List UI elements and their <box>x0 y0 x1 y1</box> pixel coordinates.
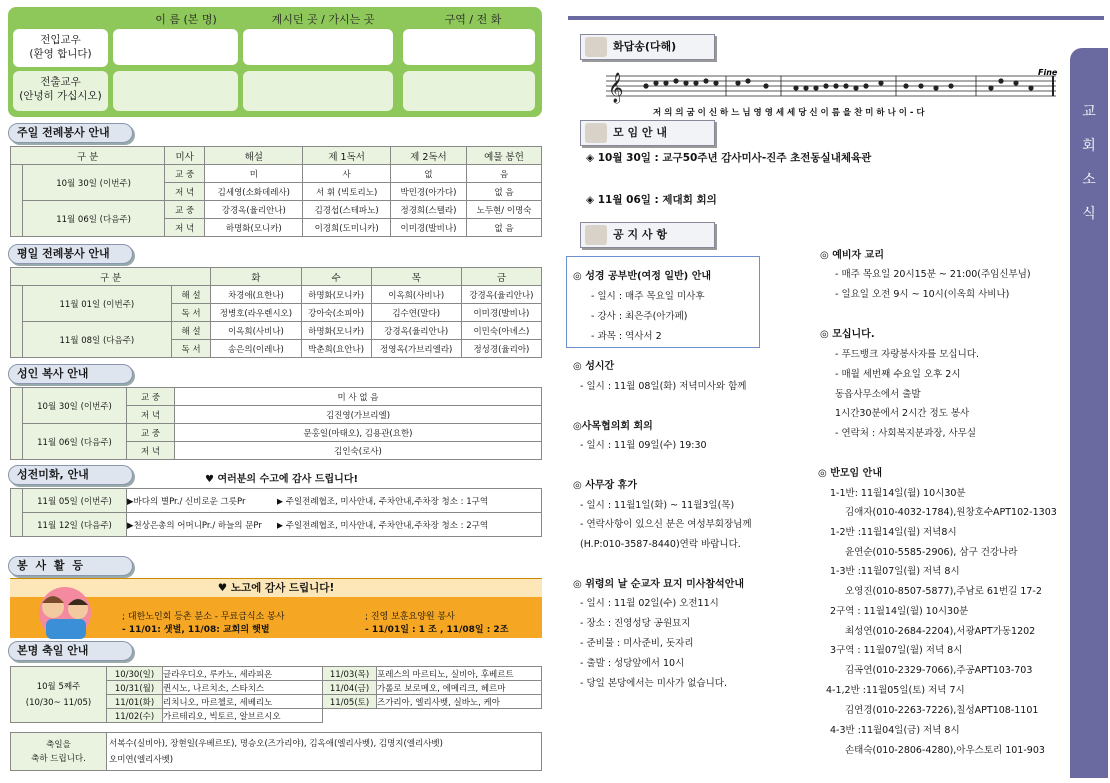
mass-cell: 저 녁 <box>165 219 205 237</box>
role-cell: 독 서 <box>171 304 211 322</box>
cell: 강경옥(율리안나) <box>371 322 461 340</box>
cell: 이미경(발비나) <box>461 304 541 322</box>
cell: 사 <box>303 165 390 183</box>
mass-cell: 저 녁 <box>127 406 175 424</box>
transfer-in-area-field <box>403 29 535 65</box>
adult-server-table <box>10 387 542 460</box>
cell: 강아숙(소피아) <box>301 304 371 322</box>
transfer-out-title: 전출교우 <box>40 76 81 88</box>
date-cell: 10월 30일 (이번주) <box>23 388 127 424</box>
cell: ▶바다의 별Pr./ 신비로운 그릇Pr <box>127 489 277 513</box>
names-line1: 서복수(실비아), 장현일(우베르또), 명승오(즈가리야), 김옥애(엘리사벳), 김명지(엘리사벳) <box>109 738 443 749</box>
cell: 서 휘 (빅토리노) <box>303 183 390 201</box>
meeting-title <box>580 120 715 146</box>
transfer-in-sub: (환영 합니다) <box>29 48 92 60</box>
day: 10/31(월) <box>107 681 163 695</box>
holyhour-title: ◎ 성시간 <box>573 361 615 372</box>
day: 11/04(금) <box>323 681 377 695</box>
col-area-header: 구역 / 전 화 <box>444 13 502 26</box>
transfer-out-sub: (안녕히 가십시오) <box>19 90 102 102</box>
council-title: ◎사목협의회 회의 <box>573 421 653 432</box>
pope-icon <box>585 123 607 143</box>
hymn-title <box>580 34 715 60</box>
recruit-line: - 푸드뱅크 자랑봉사자를 모십니다. <box>835 349 979 360</box>
office-line: - 일시 : 11월1일(화) ~ 11월3일(목) <box>580 500 735 511</box>
martyr-line: - 준비물 : 미사준비, 돗자리 <box>580 638 694 649</box>
teacher-transfer-box <box>8 7 542 117</box>
hymn-title-text: 화답송(다해) <box>613 40 677 53</box>
cell: 정성경(율리아) <box>461 340 541 358</box>
date-cell: 10월 30일 (이번주) <box>23 165 165 201</box>
meeting-item-1: ◈ 10월 30일 : 교구50주년 감사미사-진주 초전동실내체육관 <box>586 152 872 164</box>
transfer-in-label <box>13 29 108 67</box>
cell: 미 사 없 음 <box>175 388 542 406</box>
service-left-2: - 11/01: 샛별, 11/08: 교회의 햇볕 <box>122 625 270 635</box>
transfer-out-label <box>13 71 108 111</box>
pope-icon <box>585 37 607 57</box>
date-cell: 11월 12일 (다음주) <box>23 513 127 537</box>
council-line: - 일시 : 11월 09일(수) 19:30 <box>580 440 707 451</box>
spacer <box>11 388 23 460</box>
band-head: 3구역 : 11월07일(월) 저녁 8시 <box>830 645 963 656</box>
band-head: 4-3반 :11월04일(금) 저녁 8시 <box>830 725 960 736</box>
saints: 즈가리아, 엘리사벳, 실바노, 케아 <box>377 695 542 709</box>
hdr: 제 2독서 <box>390 147 466 165</box>
cell: 하명화(모니카) <box>205 219 303 237</box>
cell: ▶ 주일전례협조, 미사안내, 주차안내,주차장 청소 : 2구역 <box>277 513 542 537</box>
saints: 가르테리오, 빅토르, 알브르시오 <box>163 709 323 723</box>
band-detail: 윤연순(010-5585-2906), 삼구 건강나라 <box>845 547 1018 558</box>
feast-congrats-table <box>10 732 542 771</box>
empty <box>323 709 377 723</box>
transfer-out-area-field <box>403 71 535 111</box>
cell: 송은의(이레나) <box>211 340 301 358</box>
hymn-lyrics: 저 의 의 굼 이 신 하 느 님 영 영 세 세 당 신 이 름 을 찬 미 하 나 이 - 다 <box>653 108 925 118</box>
spacer <box>11 165 23 237</box>
cell: 이옥희(사비나) <box>371 286 461 304</box>
transfer-in-name-field <box>113 29 238 65</box>
transfer-out-name-field <box>113 71 238 111</box>
hdr: 목 <box>371 268 461 286</box>
bible-line: - 강사 : 최은주(아가페) <box>591 311 688 322</box>
names-line2: 오미연(엘리사벳) <box>109 754 174 765</box>
feast-week-cell <box>11 667 107 723</box>
band-head: 4-1,2반 :11월05일(토) 저녁 7시 <box>826 685 965 696</box>
band-detail: 김연경(010-2263-7226),칠성APT108-1101 <box>845 705 1039 716</box>
martyr-title: ◎ 위령의 날 순교자 묘지 미사참석안내 <box>573 579 745 590</box>
service-right-2: - 11/01일 : 1 조 , 11/08일 : 2조 <box>365 625 509 635</box>
service-title: 봉 사 활 등 <box>8 556 133 576</box>
service-banner <box>10 578 542 638</box>
col-place-header: 계시던 곳 / 가시는 곳 <box>271 13 375 26</box>
mass-cell: 저 녁 <box>127 442 175 460</box>
cell: 없 <box>390 165 466 183</box>
feast-table <box>10 666 542 723</box>
hdr: 해설 <box>205 147 303 165</box>
transfer-in-title: 전입교우 <box>40 34 81 46</box>
office-line: (H.P:010-3587-8440)연락 바랍니다. <box>580 539 741 550</box>
adult-server-title: 성인 복사 안내 <box>8 364 133 384</box>
svg-text:𝄞: 𝄞 <box>608 73 624 103</box>
heart-icon: ♥ <box>205 474 214 485</box>
date-cell: 11월 06일 (다음주) <box>23 424 127 460</box>
date-cell: 11월 05일 (이번주) <box>23 489 127 513</box>
cell: 미 <box>205 165 303 183</box>
mass-cell: 교 중 <box>165 201 205 219</box>
family-illustration <box>18 583 113 639</box>
service-left-1: ; 대한노인회 등촌 분소 - 무료급식소 봉사 <box>122 612 285 622</box>
notice-title-text: 공 지 사 항 <box>613 228 667 241</box>
band-detail: 김애자(010-4032-1784),원창호수APT102-1303 <box>845 507 1057 518</box>
date-cell: 11월 06일 (다음주) <box>23 201 165 237</box>
cell: 정경희(스텔라) <box>390 201 466 219</box>
hdr: 예물 봉헌 <box>467 147 542 165</box>
martyr-line: - 출발 : 성당앞에서 10시 <box>580 658 685 669</box>
band-head: 1-1반: 11월14일(월) 10시30분 <box>830 488 966 499</box>
cell: 김진영(가브리엘) <box>175 406 542 424</box>
cleaning-table <box>10 488 542 537</box>
mass-cell: 교 중 <box>165 165 205 183</box>
day: 11/02(수) <box>107 709 163 723</box>
cell: 김경섭(스테파노) <box>303 201 390 219</box>
band-head: 1-3반 :11월07일(월) 저녁 8시 <box>830 566 960 577</box>
bible-line: - 일시 : 매주 목요일 미사후 <box>591 291 705 302</box>
saints: 포레스의 마르티노, 실비아, 후베르트 <box>377 667 542 681</box>
role-cell: 독 서 <box>171 340 211 358</box>
sidebar-char: 교 <box>1082 104 1096 120</box>
cell: 정영옥(가브리엘라) <box>371 340 461 358</box>
weekday-table <box>10 267 542 358</box>
empty <box>377 709 542 723</box>
cell: 강경옥(율리안나) <box>461 286 541 304</box>
date-cell: 11월 01일 (이번주) <box>23 286 172 322</box>
martyr-line: - 장소 : 진영성당 공원묘지 <box>580 618 691 629</box>
service-right-1: ; 진영 보훈요양원 봉사 <box>365 612 455 622</box>
date-cell: 11월 08일 (다음주) <box>23 322 172 358</box>
top-rule <box>568 16 1104 20</box>
hdr: 제 1독서 <box>303 147 390 165</box>
recruit-line: - 매월 세번째 수요일 오후 2시 <box>835 369 961 380</box>
sunday-table <box>10 146 542 237</box>
cell: 하명화(모니카) <box>301 286 371 304</box>
role-cell: 해 설 <box>171 322 211 340</box>
bible-title: ◎ 성경 공부반(여정 일반) 안내 <box>573 271 712 282</box>
day: 10/30(일) <box>107 667 163 681</box>
mass-cell: 저 녁 <box>165 183 205 201</box>
cell: 김인숙(로사) <box>175 442 542 460</box>
cleaning-thanks-text: 여러분의 수고에 감사 드립니다! <box>217 474 359 485</box>
cell: 이경희(도미니카) <box>303 219 390 237</box>
day: 11/05(토) <box>323 695 377 709</box>
saints: 글라우디오, 루카노, 세라피온 <box>163 667 323 681</box>
cell: 음 <box>467 165 542 183</box>
role-cell: 해 설 <box>171 286 211 304</box>
congrats-names <box>107 733 542 771</box>
sunday-section-title: 주일 전례봉사 안내 <box>8 123 133 143</box>
feast-range: (10/30~ 11/05) <box>25 697 92 708</box>
hdr: 구 분 <box>11 147 165 165</box>
band-head: 1-2반 :11월14일(월) 저녁8시 <box>830 527 957 538</box>
transfer-out-place-field <box>243 71 393 111</box>
cell: 차경애(요한나) <box>211 286 301 304</box>
bible-line: - 과목 : 역사서 2 <box>591 331 662 342</box>
saints: 퀸시노, 나르치소, 스타치스 <box>163 681 323 695</box>
transfer-in-place-field <box>243 29 393 65</box>
cell: 박민경(아가다) <box>390 183 466 201</box>
saints: 리치니오, 마르첼로, 세베리노 <box>163 695 323 709</box>
fine-mark: Fine <box>1038 68 1058 77</box>
feast-title: 본명 축일 안내 <box>8 641 133 661</box>
band-head: 2구역 : 11월14일(월) 10시30분 <box>830 606 969 617</box>
congrats-label <box>11 733 107 771</box>
meeting-title-text: 모 임 안 내 <box>613 126 667 139</box>
hdr: 화 <box>211 268 301 286</box>
service-thanks-text: 노고에 감사 드립니다! <box>230 582 335 594</box>
cell: 정병호(라우렌시오) <box>211 304 301 322</box>
catechumen-title: ◎ 예비자 교리 <box>820 250 884 261</box>
cell: 없 음 <box>467 183 542 201</box>
cell: ▶천상은총의 어머니Pr./ 하늘의 문Pr <box>127 513 277 537</box>
catechumen-line: - 매주 목요일 20시15분 ~ 21:00(주임신부님) <box>835 269 1031 280</box>
spacer <box>11 489 23 537</box>
cell: ▶ 주일전례협조, 미사안내, 주차안내,주차장 청소 : 1구역 <box>277 489 542 513</box>
recruit-line: 1시간30분에서 2시간 정도 봉사 <box>835 408 970 419</box>
music-staff <box>606 68 1058 104</box>
pope-icon <box>585 225 607 245</box>
recruit-line: - 연락처 : 사회복지분과장, 사무실 <box>835 428 977 439</box>
heart-icon: ♥ <box>217 582 228 594</box>
sidebar-char: 소 <box>1082 172 1096 188</box>
office-line: - 연락사항이 있으신 분은 여성부회장님께 <box>580 519 752 530</box>
cell: 김세영(소화데레사) <box>205 183 303 201</box>
office-title: ◎ 사무장 휴가 <box>573 480 637 491</box>
cell: 이미경(발비나) <box>390 219 466 237</box>
hdr: 금 <box>461 268 541 286</box>
day: 11/03(목) <box>323 667 377 681</box>
band-detail: 손태숙(010-2806-4280),아우스토리 101-903 <box>845 745 1045 756</box>
holyhour-line: - 일시 : 11월 08일(화) 저녁미사와 함께 <box>580 381 747 392</box>
saints: 가롤로 보로메오, 에메리크, 헤르마 <box>377 681 542 695</box>
bandmoim-title: ◎ 반모임 안내 <box>818 468 882 479</box>
hdr: 미사 <box>165 147 205 165</box>
cell: 노두현/ 이명숙 <box>467 201 542 219</box>
band-detail: 오영진(010-8507-5877),주남로 61번길 17-2 <box>845 586 1042 597</box>
cell: 하명화(모니카) <box>301 322 371 340</box>
band-detail: 최성연(010-2684-2204),서광APT가동1202 <box>845 626 1036 637</box>
day: 11/01(화) <box>107 695 163 709</box>
col-name-header: 이 름 (본 명) <box>155 13 217 26</box>
sidebar-title <box>1078 95 1100 231</box>
martyr-line: - 당일 본당에서는 미사가 없습니다. <box>580 678 728 689</box>
band-detail: 김곡연(010-2329-7066),주공APT103-703 <box>845 665 1033 676</box>
notice-title <box>580 222 715 248</box>
weekday-section-title: 평일 전례봉사 안내 <box>8 244 133 264</box>
spacer <box>11 286 23 358</box>
mass-cell: 교 중 <box>127 424 175 442</box>
cleaning-thanks <box>205 470 358 485</box>
cell: 강경옥(율리안나) <box>205 201 303 219</box>
cell: 박춘희(요안나) <box>301 340 371 358</box>
mass-cell: 교 중 <box>127 388 175 406</box>
feast-week: 10월 5째주 <box>36 681 81 692</box>
recruit-line: 동읍사무소에서 출발 <box>835 389 921 400</box>
meeting-item-2: ◈ 11월 06일 : 제대회 회의 <box>586 194 717 206</box>
recruit-title: ◎ 모십니다. <box>820 329 875 340</box>
cell: 김수연(말다) <box>371 304 461 322</box>
congrats-l1: 축일을 <box>46 739 71 750</box>
cell: 없 음 <box>467 219 542 237</box>
martyr-line: - 일시 : 11월 02일(수) 오전11시 <box>580 598 719 609</box>
hdr: 구 분 <box>11 268 211 286</box>
sidebar-char: 식 <box>1082 206 1096 222</box>
congrats-l2: 축하 드립니다. <box>31 753 86 764</box>
hdr: 수 <box>301 268 371 286</box>
cell: 이민숙(아녜스) <box>461 322 541 340</box>
sidebar-char: 회 <box>1082 138 1096 154</box>
cell: 문홍일(마태오), 김용관(요한) <box>175 424 542 442</box>
cell: 이옥희(사비나) <box>211 322 301 340</box>
cleaning-title: 성전미화, 안내 <box>8 465 133 485</box>
catechumen-line: - 일요일 오전 9시 ~ 10시(이옥희 사비나) <box>835 289 1010 300</box>
